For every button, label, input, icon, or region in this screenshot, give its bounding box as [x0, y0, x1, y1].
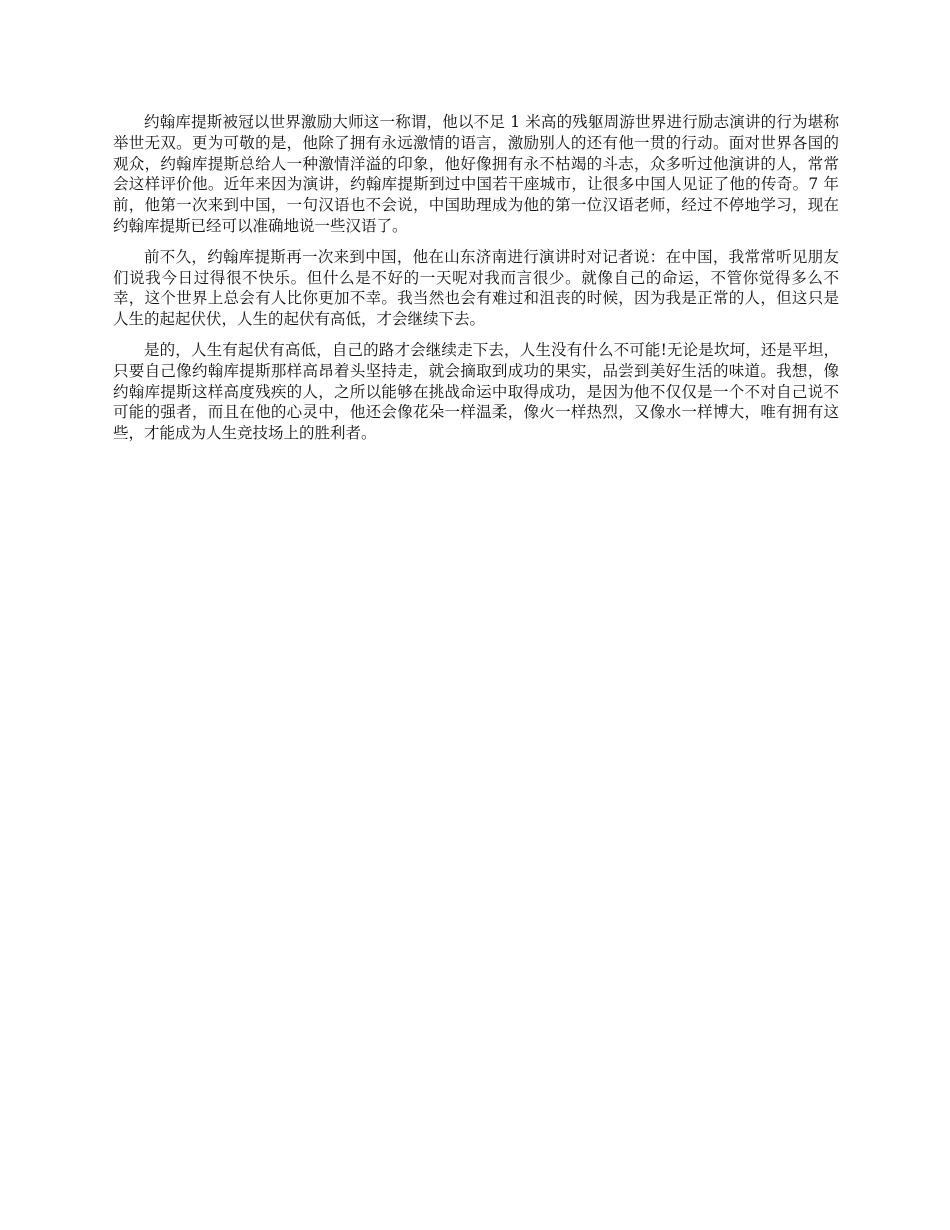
paragraph-3: 是的，人生有起伏有高低，自己的路才会继续走下去，人生没有什么不可能!无论是坎坷，还是平坦，只要自己像约翰库提斯那样高昂着头坚持走，就会摘取到成功的果实，品尝到美好生活的味道。我想，像约翰库提斯这样高度残疾的人，之所以能够在挑战命运中取得成功，是因为他不仅仅是一个不对自己说不可能的强者，而且在他的心灵中，他还会像花朵一样温柔，像火一样热烈，又像水一样博大，唯有拥有这些，才能成为人生竞技场上的胜利者。 — [113, 340, 839, 443]
paragraph-2: 前不久，约翰库提斯再一次来到中国，他在山东济南进行演讲时对记者说：在中国，我常常听见朋友们说我今日过得很不快乐。但什么是不好的一天呢对我而言很少。就像自己的命运，不管你觉得多么不幸，这个世界上总会有人比你更加不幸。我当然也会有难过和沮丧的时候，因为我是正常的人，但这只是人生的起起伏伏，人生的起伏有高低，才会继续下去。 — [113, 247, 839, 329]
document-page — [113, 112, 839, 454]
paragraph-1: 约翰库提斯被冠以世界激励大师这一称谓，他以不足 1 米高的残躯周游世界进行励志演讲的行为堪称举世无双。更为可敬的是，他除了拥有永远激情的语言，激励别人的还有他一贯的行动。面对世界各国的观众，约翰库提斯总给人一种激情洋溢的印象，他好像拥有永不枯竭的斗志，众多听过他演讲的人，常常会这样评价他。近年来因为演讲，约翰库提斯到过中国若干座城市，让很多中国人见证了他的传奇。7 年前，他第一次来到中国，一句汉语也不会说，中国助理成为他的第一位汉语老师，经过不停地学习，现在约翰库提斯已经可以准确地说一些汉语了。 — [113, 113, 839, 235]
